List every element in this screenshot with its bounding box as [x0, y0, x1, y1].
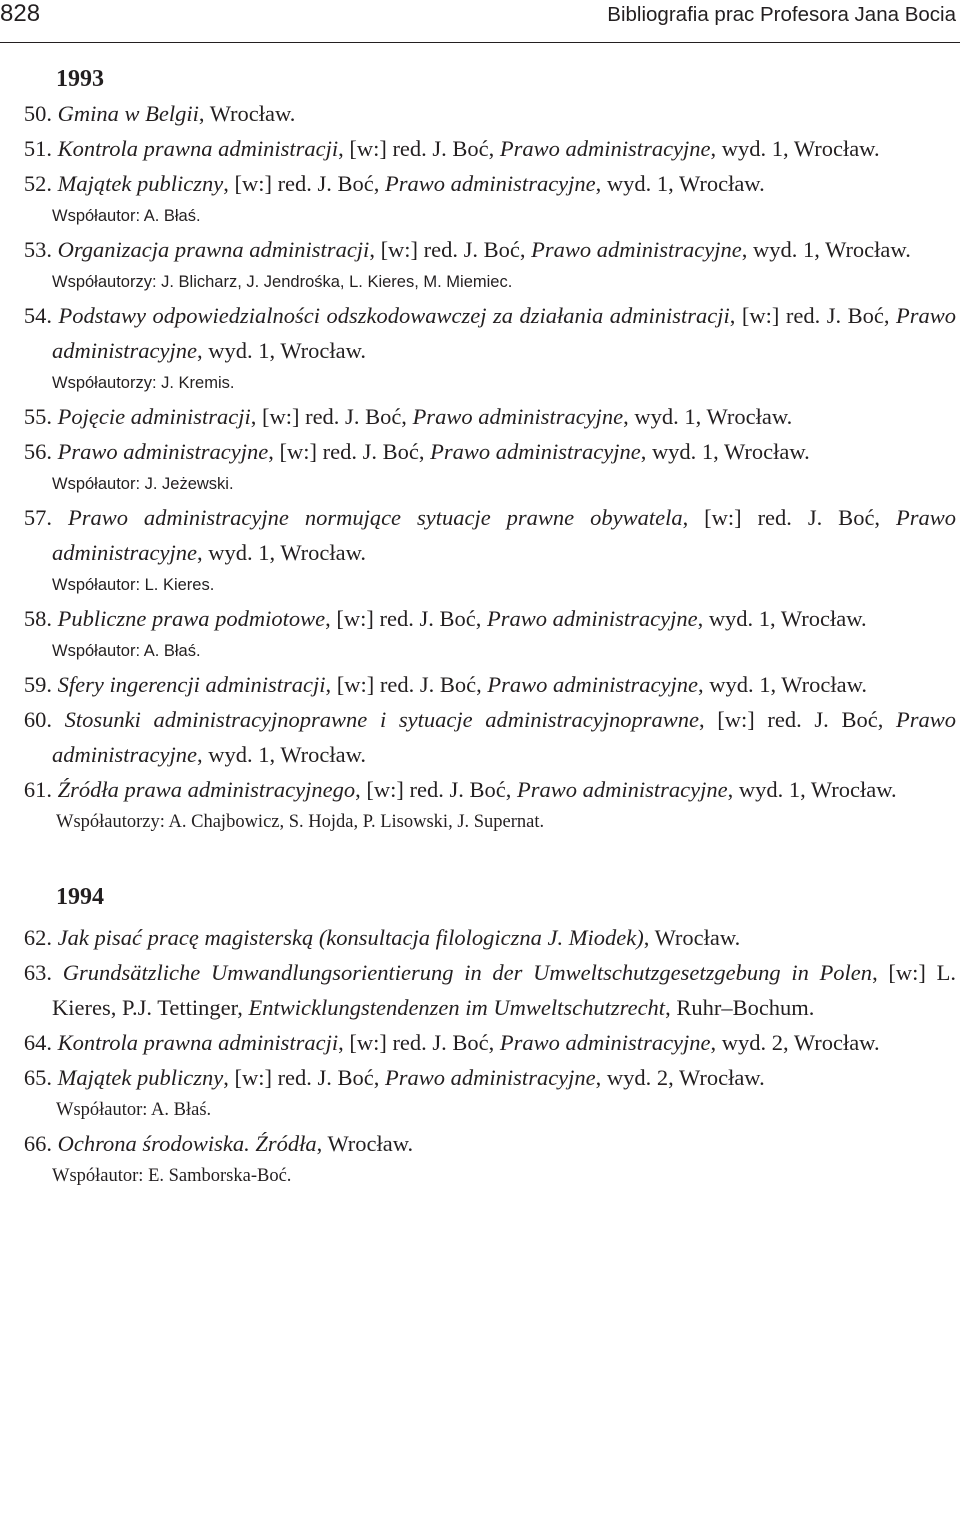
entry-book: Prawo administracyjne: [531, 237, 742, 262]
entry-rest: , wyd. 1, Wrocław.: [697, 672, 868, 697]
entry-text: [52, 298, 960, 368]
entry-title: Prawo administracyjne: [57, 439, 269, 464]
year-heading-1993: 1993: [56, 66, 104, 92]
entry-title: Jak pisać pracę magisterską (konsultacja filologiczna J. Miodek): [57, 925, 644, 950]
entry-number: 64.: [23, 1030, 52, 1055]
entry-mid: , [w:] red. J. Boć,: [355, 777, 517, 802]
entry-book: Prawo administracyjne: [385, 1065, 596, 1090]
entry-number: 51.: [23, 136, 52, 161]
entry-mid: , [w:] red. J. Boć,: [682, 505, 896, 530]
entry-book: Prawo administracyjne: [516, 777, 728, 802]
entry-57: [0, 500, 960, 570]
entry-54: [0, 298, 960, 368]
entry-number: 55.: [23, 404, 52, 429]
coauthor-note: Współautor: E. Samborska-Boć.: [52, 1166, 292, 1186]
entry-book: Entwicklungstendenzen im Umweltschutzrecht: [248, 995, 666, 1020]
entry-mid: , [w:] red. J. Boć,: [698, 707, 896, 732]
entry-51: [0, 131, 960, 166]
entry-number: 65.: [23, 1065, 52, 1090]
entry-text: [52, 500, 960, 570]
entry-mid: , [w:] L. Kieres, P.J. Tettinger,: [52, 960, 957, 1020]
entry-64: [0, 1025, 960, 1060]
entry-number: 52.: [23, 171, 52, 196]
entry-text: [52, 1025, 960, 1060]
entry-book: Prawo administracyjne: [486, 606, 698, 631]
entry-number: 62.: [23, 925, 52, 950]
entry-rest: , Wrocław.: [643, 925, 741, 950]
entry-title: Publiczne prawa podmiotowe: [57, 606, 326, 631]
entry-text: [52, 166, 960, 201]
entry-book: Prawo administracyjne: [412, 404, 624, 429]
entry-number: 50.: [23, 101, 52, 126]
entry-title: Gmina w Belgii: [57, 101, 199, 126]
entry-50: [0, 96, 960, 131]
entry-rest: , wyd. 1, Wrocław.: [595, 171, 765, 196]
entry-rest: , wyd. 1, Wrocław.: [640, 439, 810, 464]
entry-title: Pojęcie administracji: [57, 404, 251, 429]
entry-title: Kontrola prawna administracji: [57, 136, 339, 161]
entry-text: [52, 232, 960, 267]
entry-book: Prawo administracyjne: [499, 1030, 711, 1055]
entry-mid: , [w:] red. J. Boć,: [325, 672, 488, 697]
entry-text: [52, 1126, 960, 1161]
bibliography-content: [0, 62, 960, 1192]
entry-text: [52, 131, 960, 166]
entry-text: [52, 399, 960, 434]
entry-text: [52, 920, 960, 955]
entry-56: [0, 434, 960, 469]
entry-rest: , wyd. 2, Wrocław.: [710, 1030, 880, 1055]
entry-rest: , wyd. 1, Wrocław.: [196, 540, 367, 565]
entry-number: 61.: [23, 777, 52, 802]
entry-rest: , wyd. 1, Wrocław.: [741, 237, 911, 262]
entry-rest: , wyd. 2, Wrocław.: [595, 1065, 765, 1090]
entry-book: Prawo administracyjne: [430, 439, 641, 464]
entry-number: 59.: [23, 672, 52, 697]
entry-title: Grundsätzliche Umwandlungsorientierung in der Umweltschutzgesetzgebung in Polen: [62, 960, 873, 985]
entry-title: Majątek publiczny: [57, 171, 224, 196]
entry-title: Prawo administracyjne normujące sytuacje prawne obywatela: [67, 505, 683, 530]
entry-text: [52, 434, 960, 469]
entry-text: [52, 772, 960, 807]
entry-title: Organizacja prawna administracji: [57, 237, 370, 262]
coauthor-note: Współautorzy: J. Kremis.: [52, 374, 235, 392]
entry-number: 57.: [23, 505, 52, 530]
entry-number: 66.: [23, 1131, 52, 1156]
coauthor-note: Współautor: A. Błaś.: [52, 207, 201, 225]
entry-65: [0, 1060, 960, 1095]
year-heading-1994: 1994: [56, 884, 104, 910]
entry-text: [52, 702, 960, 772]
entry-book: Prawo administracyjne: [385, 171, 596, 196]
entry-mid: , [w:] red. J. Boć,: [338, 136, 500, 161]
entry-title: Kontrola prawna administracji: [57, 1030, 339, 1055]
coauthor-note: Współautor: A. Błaś.: [56, 1100, 212, 1120]
entry-52: [0, 166, 960, 201]
entry-rest: , wyd. 1, Wrocław.: [727, 777, 897, 802]
entry-title: Sfery ingerencji administracji: [57, 672, 326, 697]
entry-58: [0, 601, 960, 636]
entry-mid: , [w:] red. J. Boć,: [223, 1065, 386, 1090]
entry-rest: , wyd. 1, Wrocław.: [196, 742, 367, 767]
entry-53: [0, 232, 960, 267]
coauthor-note: Współautor: J. Jeżewski.: [52, 475, 234, 493]
entry-rest: , wyd. 1, Wrocław.: [697, 606, 867, 631]
entry-rest: , Wrocław.: [198, 101, 296, 126]
entry-60: [0, 702, 960, 772]
entry-number: 54.: [23, 303, 52, 328]
entry-mid: , [w:] red. J. Boć,: [338, 1030, 500, 1055]
entry-mid: , [w:] red. J. Boć,: [729, 303, 896, 328]
entry-59: [0, 667, 960, 702]
entry-63: [0, 955, 960, 1025]
entry-book: Prawo administracyjne: [487, 672, 698, 697]
running-header: [0, 0, 960, 43]
entry-book: Prawo administracyjne: [52, 707, 956, 767]
entry-title: Źródła prawa administracyjnego: [57, 777, 356, 802]
entry-number: 63.: [23, 960, 52, 985]
entry-66: [0, 1126, 960, 1161]
entry-title: Podstawy odpowiedzialności odszkodowawczej za działania administracji: [58, 303, 730, 328]
entry-55: [0, 399, 960, 434]
entry-rest: , wyd. 1, Wrocław.: [623, 404, 793, 429]
entry-number: 58.: [23, 606, 52, 631]
entry-book: Prawo administracyjne: [499, 136, 711, 161]
entry-mid: , [w:] red. J. Boć,: [223, 171, 386, 196]
entry-number: 53.: [23, 237, 52, 262]
entry-book: Prawo administracyjne: [52, 303, 956, 363]
coauthor-note: Współautor: A. Błaś.: [52, 642, 201, 660]
running-title: Bibliografia prac Profesora Jana Bocia: [607, 3, 956, 26]
entry-title: Majątek publiczny: [57, 1065, 224, 1090]
entry-mid: , [w:] red. J. Boć,: [369, 237, 532, 262]
entry-mid: , [w:] red. J. Boć,: [268, 439, 431, 464]
entry-title: Ochrona środowiska. Źródła: [57, 1131, 317, 1156]
entry-rest: , Ruhr–Bochum.: [665, 995, 815, 1020]
entry-rest: , wyd. 1, Wrocław.: [196, 338, 367, 363]
entry-text: [52, 667, 960, 702]
entry-text: [52, 601, 960, 636]
entry-61: [0, 772, 960, 807]
entry-text: [52, 96, 960, 131]
entry-text: [52, 955, 960, 1025]
entry-book: Prawo administracyjne: [52, 505, 957, 565]
entry-number: 56.: [23, 439, 52, 464]
entry-title: Stosunki administracyjnoprawne i sytuacje administracyjnoprawne: [64, 707, 699, 732]
entry-number: 60.: [23, 707, 52, 732]
coauthor-note: Współautor: L. Kieres.: [52, 576, 215, 594]
entry-rest: , wyd. 1, Wrocław.: [710, 136, 880, 161]
entry-62: [0, 920, 960, 955]
page-number: 828: [0, 0, 41, 27]
entry-rest: , Wrocław.: [316, 1131, 414, 1156]
coauthor-note: Współautorzy: J. Blicharz, J. Jendrośka, L. Kieres, M. Miemiec.: [52, 273, 513, 291]
entry-text: [52, 1060, 960, 1095]
entry-mid: , [w:] red. J. Boć,: [325, 606, 487, 631]
coauthor-note: Współautorzy: A. Chajbowicz, S. Hojda, P. Lisowski, J. Supernat.: [56, 812, 545, 832]
entry-mid: , [w:] red. J. Boć,: [250, 404, 413, 429]
